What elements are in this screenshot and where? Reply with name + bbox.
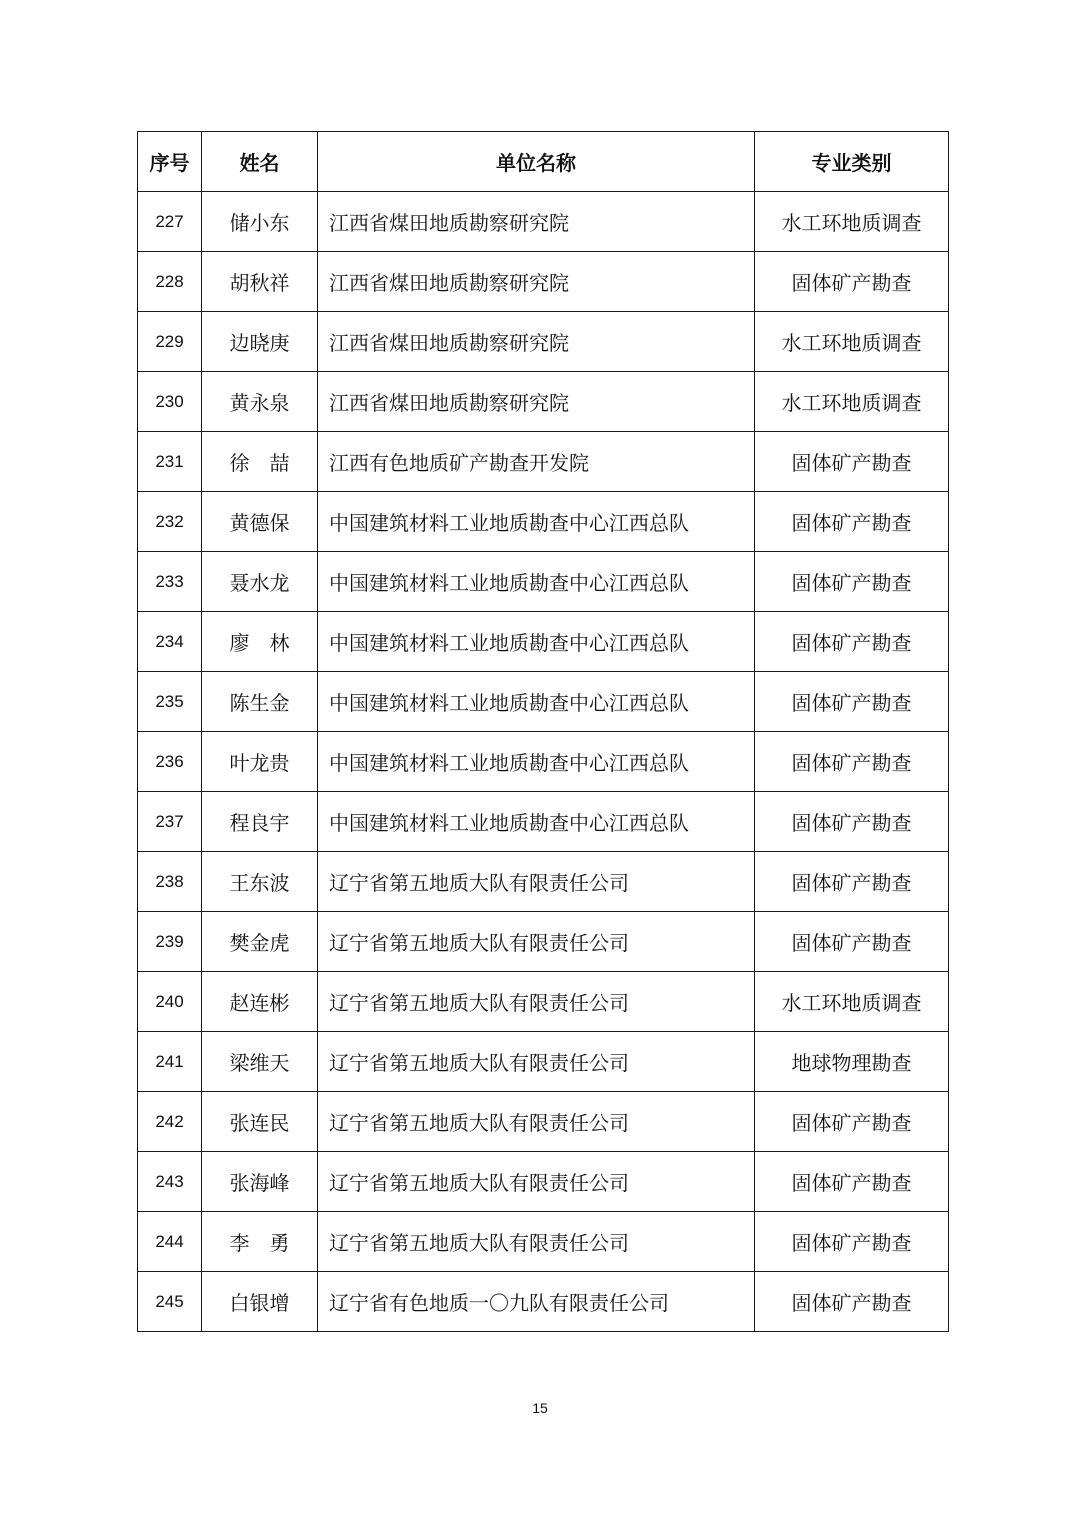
cell-name: 廖 林 [202,612,318,672]
cell-unit-name: 中国建筑材料工业地质勘查中心江西总队 [318,672,755,732]
table-row [138,852,949,912]
table-row [138,432,949,492]
header-row [138,132,949,192]
cell-unit-name: 江西省煤田地质勘察研究院 [318,372,755,432]
cell-unit-name: 中国建筑材料工业地质勘查中心江西总队 [318,732,755,792]
cell-name: 程良宇 [202,792,318,852]
cell-serial-number: 231 [138,432,202,492]
table-row [138,492,949,552]
table-row [138,1032,949,1092]
cell-specialty-category: 固体矿产勘查 [755,732,949,792]
cell-serial-number: 236 [138,732,202,792]
page-number: 15 [532,1400,548,1416]
cell-name: 黄德保 [202,492,318,552]
header-serial-number: 序号 [138,132,202,192]
cell-specialty-category: 固体矿产勘查 [755,1212,949,1272]
cell-unit-name: 江西省煤田地质勘察研究院 [318,252,755,312]
cell-name: 张连民 [202,1092,318,1152]
cell-unit-name: 中国建筑材料工业地质勘查中心江西总队 [318,792,755,852]
cell-specialty-category: 固体矿产勘查 [755,1272,949,1332]
personnel-table [137,131,949,1332]
cell-specialty-category: 固体矿产勘查 [755,792,949,852]
table-row [138,912,949,972]
table-row [138,672,949,732]
cell-unit-name: 辽宁省第五地质大队有限责任公司 [318,1032,755,1092]
header-specialty-category: 专业类别 [755,132,949,192]
cell-serial-number: 233 [138,552,202,612]
cell-serial-number: 243 [138,1152,202,1212]
cell-unit-name: 江西有色地质矿产勘查开发院 [318,432,755,492]
cell-unit-name: 江西省煤田地质勘察研究院 [318,312,755,372]
header-unit-name: 单位名称 [318,132,755,192]
cell-specialty-category: 水工环地质调查 [755,192,949,252]
table-row [138,552,949,612]
table-row [138,972,949,1032]
cell-specialty-category: 固体矿产勘查 [755,1152,949,1212]
cell-specialty-category: 固体矿产勘查 [755,852,949,912]
cell-serial-number: 229 [138,312,202,372]
cell-serial-number: 235 [138,672,202,732]
cell-specialty-category: 固体矿产勘查 [755,552,949,612]
cell-unit-name: 辽宁省第五地质大队有限责任公司 [318,1212,755,1272]
table-header [138,132,949,192]
table-row [138,792,949,852]
cell-specialty-category: 固体矿产勘查 [755,432,949,492]
cell-name: 聂水龙 [202,552,318,612]
table-row [138,372,949,432]
cell-serial-number: 240 [138,972,202,1032]
cell-unit-name: 辽宁省第五地质大队有限责任公司 [318,1152,755,1212]
cell-serial-number: 232 [138,492,202,552]
cell-serial-number: 237 [138,792,202,852]
cell-name: 黄永泉 [202,372,318,432]
cell-serial-number: 238 [138,852,202,912]
table-row [138,192,949,252]
cell-name: 樊金虎 [202,912,318,972]
cell-serial-number: 241 [138,1032,202,1092]
cell-specialty-category: 固体矿产勘查 [755,672,949,732]
table-row [138,612,949,672]
table-row [138,1212,949,1272]
cell-unit-name: 辽宁省第五地质大队有限责任公司 [318,912,755,972]
cell-unit-name: 江西省煤田地质勘察研究院 [318,192,755,252]
cell-serial-number: 228 [138,252,202,312]
cell-specialty-category: 固体矿产勘查 [755,252,949,312]
table-row [138,732,949,792]
cell-serial-number: 245 [138,1272,202,1332]
cell-name: 李 勇 [202,1212,318,1272]
cell-unit-name: 辽宁省第五地质大队有限责任公司 [318,852,755,912]
cell-name: 陈生金 [202,672,318,732]
cell-serial-number: 239 [138,912,202,972]
cell-name: 王东波 [202,852,318,912]
cell-unit-name: 辽宁省第五地质大队有限责任公司 [318,972,755,1032]
cell-specialty-category: 水工环地质调查 [755,972,949,1032]
cell-serial-number: 230 [138,372,202,432]
cell-name: 梁维天 [202,1032,318,1092]
cell-specialty-category: 固体矿产勘查 [755,492,949,552]
cell-specialty-category: 水工环地质调查 [755,312,949,372]
cell-specialty-category: 固体矿产勘查 [755,612,949,672]
cell-unit-name: 中国建筑材料工业地质勘查中心江西总队 [318,492,755,552]
cell-name: 边晓庚 [202,312,318,372]
table-row [138,312,949,372]
cell-name: 胡秋祥 [202,252,318,312]
table-row [138,252,949,312]
cell-specialty-category: 固体矿产勘查 [755,1092,949,1152]
cell-name: 张海峰 [202,1152,318,1212]
cell-unit-name: 中国建筑材料工业地质勘查中心江西总队 [318,612,755,672]
cell-name: 白银增 [202,1272,318,1332]
header-name: 姓名 [202,132,318,192]
cell-unit-name: 中国建筑材料工业地质勘查中心江西总队 [318,552,755,612]
cell-specialty-category: 固体矿产勘查 [755,912,949,972]
cell-name: 叶龙贵 [202,732,318,792]
table-body [138,192,949,1332]
cell-name: 赵连彬 [202,972,318,1032]
cell-specialty-category: 水工环地质调查 [755,372,949,432]
cell-specialty-category: 地球物理勘查 [755,1032,949,1092]
table-row [138,1272,949,1332]
cell-name: 储小东 [202,192,318,252]
cell-unit-name: 辽宁省有色地质一〇九队有限责任公司 [318,1272,755,1332]
table-row [138,1092,949,1152]
cell-serial-number: 242 [138,1092,202,1152]
cell-serial-number: 227 [138,192,202,252]
cell-serial-number: 234 [138,612,202,672]
table-row [138,1152,949,1212]
cell-name: 徐 喆 [202,432,318,492]
cell-serial-number: 244 [138,1212,202,1272]
cell-unit-name: 辽宁省第五地质大队有限责任公司 [318,1092,755,1152]
